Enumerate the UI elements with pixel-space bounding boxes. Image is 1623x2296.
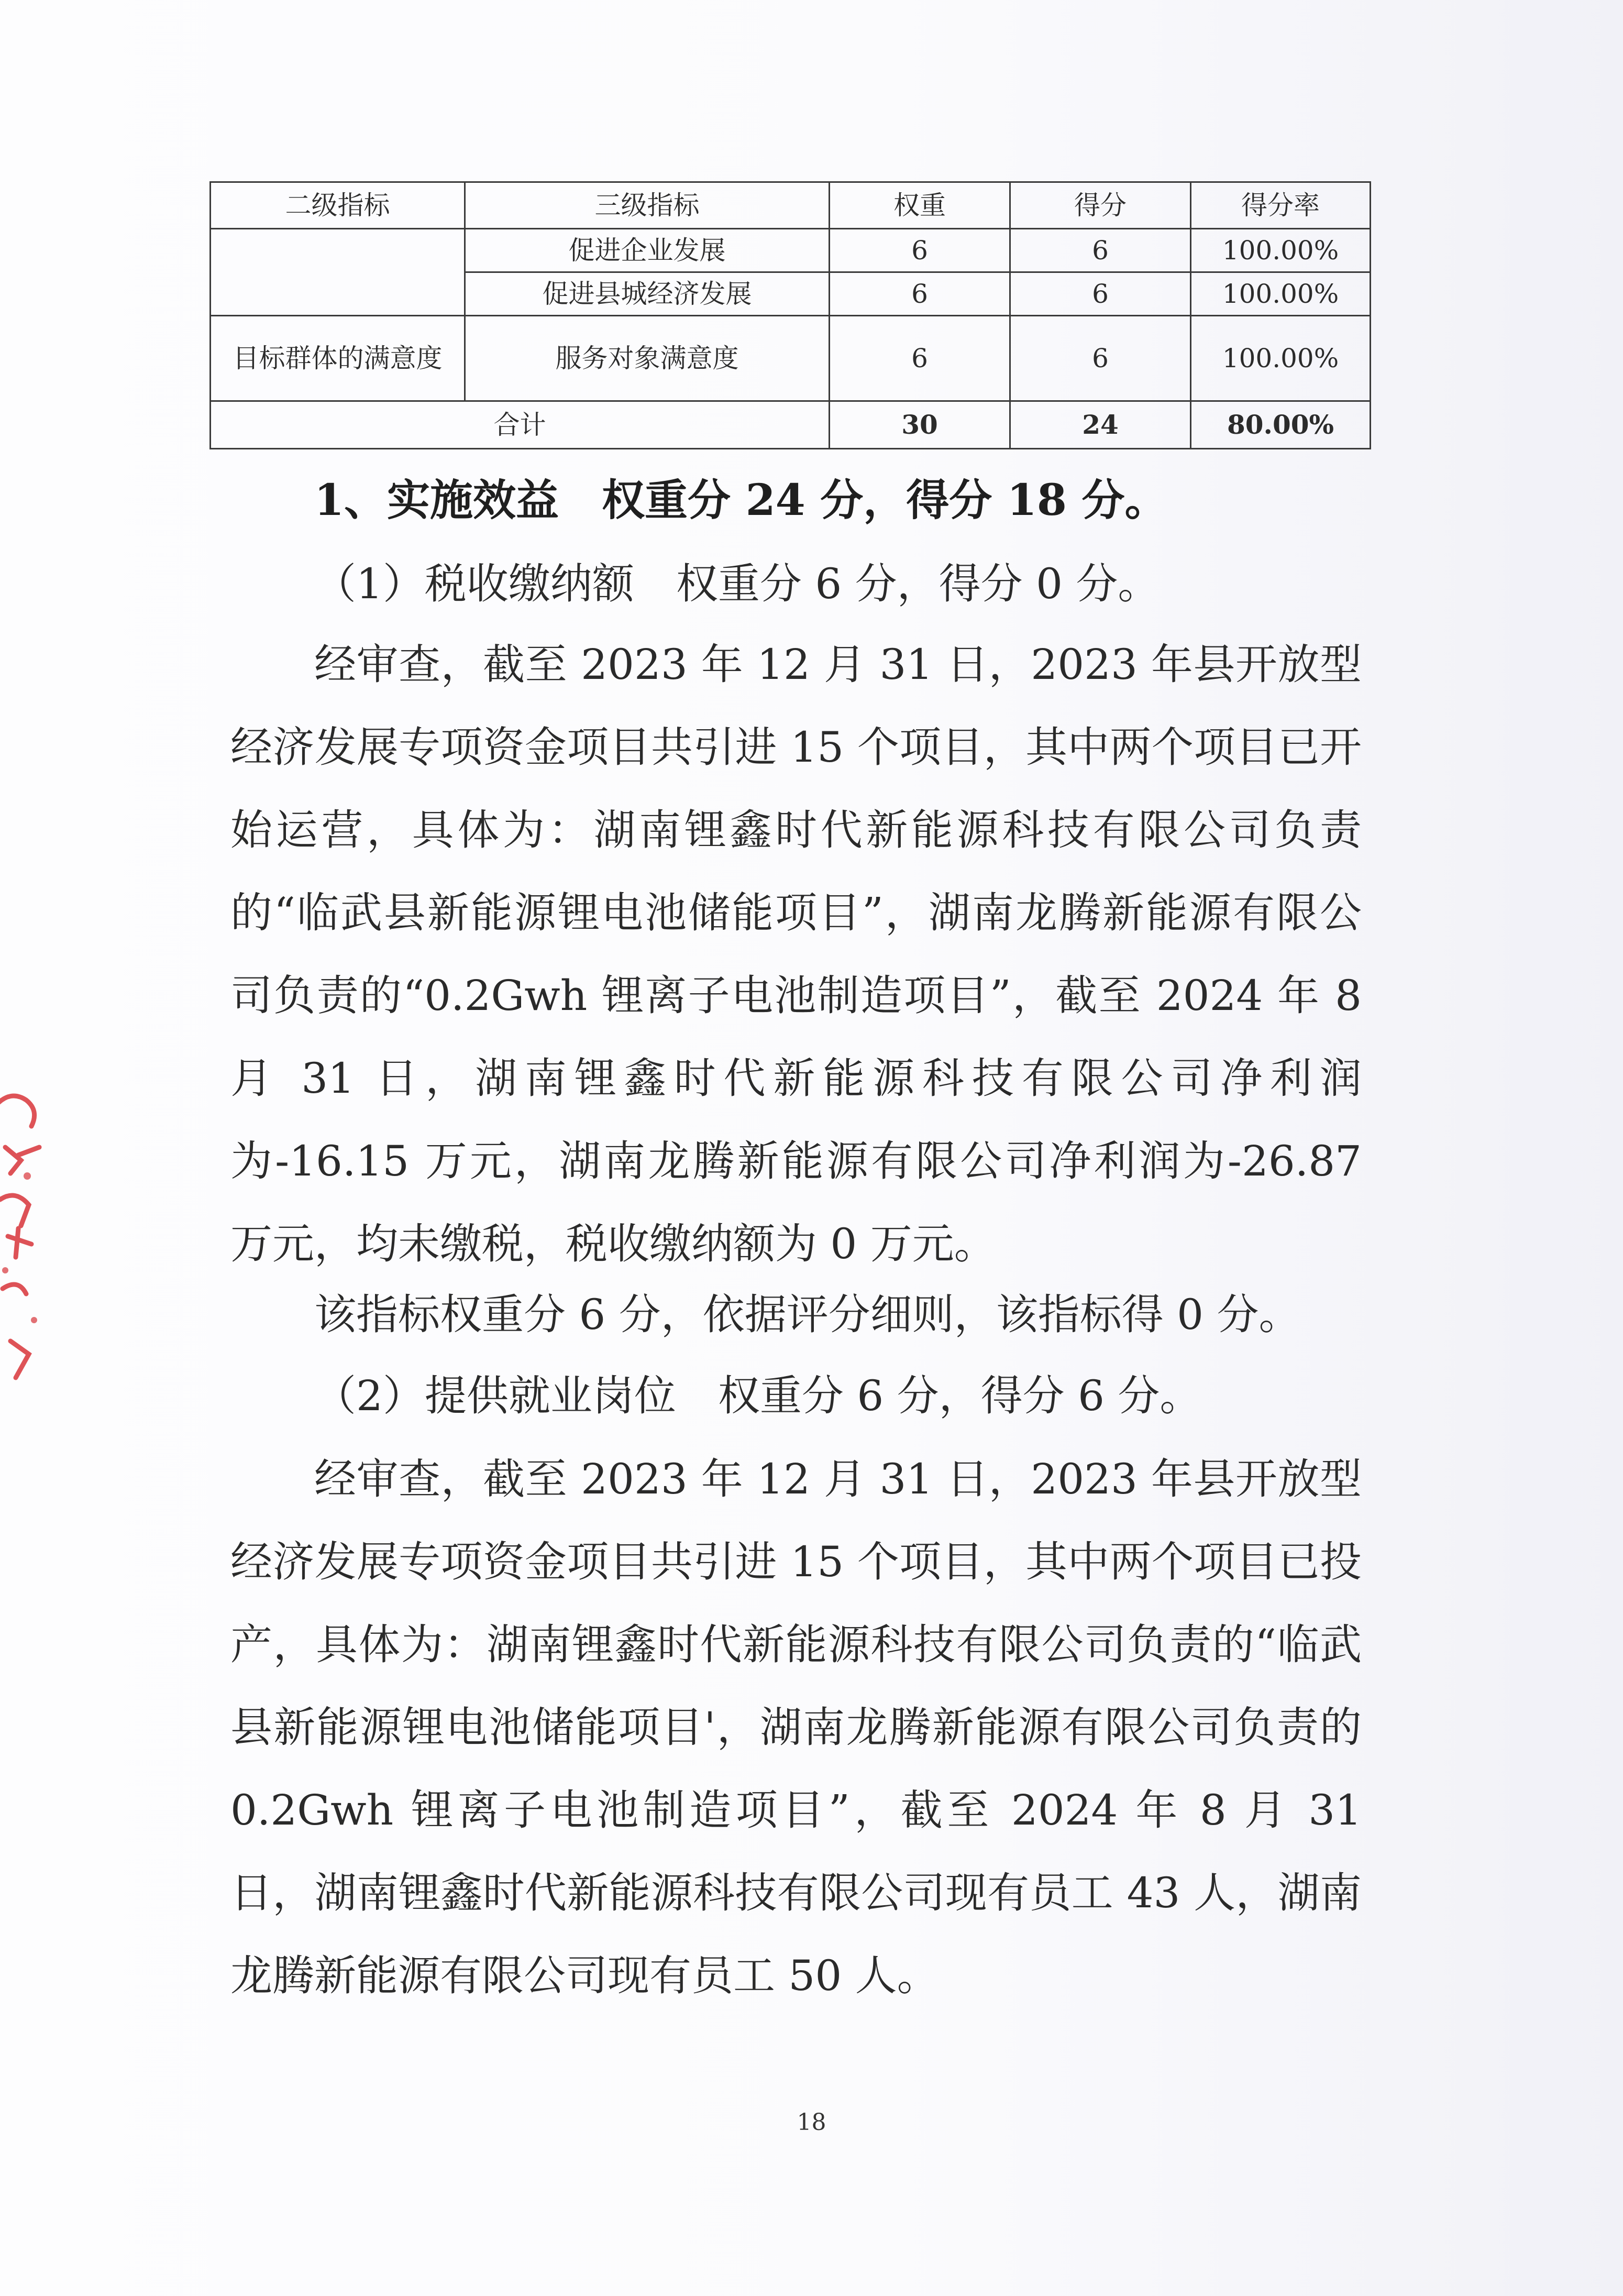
subsection-1-paragraph: 经审查，截至 2023 年 12 月 31 日，2023 年县开放型经济发展专项资金项目共引进 15 个项目，其中两个项目已开始运营，具体为：湖南锂鑫时代新能源科技有限公司负责的“临武县新能源锂电池储能项目”，湖南龙腾新能源有限公司负责的“0.2Gwh 锂离子电池制造项目”，截至 2024 年 8 月 31 日，湖南锂鑫时代新能源科技有限公司净利润为-16.15 万元，湖南龙腾新能源有限公司净利润为-26.87 万元，均未缴税，税收缴纳额为 0 万元。 (230, 640, 1362, 1268)
subsection-2-paragraph: 经审查，截至 2023 年 12 月 31 日，2023 年县开放型经济发展专项资金项目共引进 15 个项目，其中两个项目已投产，具体为：湖南锂鑫时代新能源科技有限公司负责的“临武县新能源锂电池储能项目'，湖南龙腾新能源有限公司负责的 0.2Gwh 锂离子电池制造项目”，截至 2024 年 8 月 31 日，湖南锂鑫时代新能源科技有限公司现有员工 43 人，湖南龙腾新能源有限公司现有员工 50 人。 (230, 1455, 1362, 2000)
row-level2-empty (211, 229, 465, 316)
total-weight: 30 (830, 401, 1010, 449)
header-level2: 二级指标 (211, 182, 465, 229)
total-score: 24 (1010, 401, 1191, 449)
row-level2: 目标群体的满意度 (211, 316, 465, 401)
header-score: 得分 (1010, 182, 1191, 229)
row-score: 6 (1010, 229, 1191, 272)
table-header-row (211, 182, 1371, 229)
row-level3: 服务对象满意度 (465, 316, 830, 401)
score-table (209, 181, 1371, 449)
subsection-1-body (230, 623, 1362, 1286)
table-row (211, 229, 1371, 272)
subsection-2-heading: （2）提供就业岗位 权重分 6 分，得分 6 分。 (314, 1371, 1202, 1420)
row-rate: 100.00% (1191, 272, 1371, 316)
table-row (211, 316, 1371, 401)
row-rate: 100.00% (1191, 229, 1371, 272)
row-score: 6 (1010, 272, 1191, 316)
row-score: 6 (1010, 316, 1191, 401)
subsection-2-body (230, 1438, 1362, 2017)
row-weight: 6 (830, 316, 1010, 401)
subsection-1-heading: （1）税收缴纳额 权重分 6 分，得分 0 分。 (314, 559, 1160, 608)
row-level3: 促进企业发展 (465, 229, 830, 272)
row-rate: 100.00% (1191, 316, 1371, 401)
total-label: 合计 (211, 401, 830, 449)
header-rate: 得分率 (1191, 182, 1371, 229)
subsection-1-conclusion: 该指标权重分 6 分，依据评分细则，该指标得 0 分。 (314, 1290, 1301, 1339)
table-total-row (211, 401, 1371, 449)
red-seal-fragment (0, 1069, 58, 1393)
section-heading: 1、实施效益 权重分 24 分，得分 18 分。 (314, 475, 1168, 525)
row-weight: 6 (830, 272, 1010, 316)
header-level3: 三级指标 (465, 182, 830, 229)
header-weight: 权重 (830, 182, 1010, 229)
total-rate: 80.00% (1191, 401, 1371, 449)
page-number: 18 (797, 2109, 826, 2136)
row-weight: 6 (830, 229, 1010, 272)
row-level3: 促进县城经济发展 (465, 272, 830, 316)
